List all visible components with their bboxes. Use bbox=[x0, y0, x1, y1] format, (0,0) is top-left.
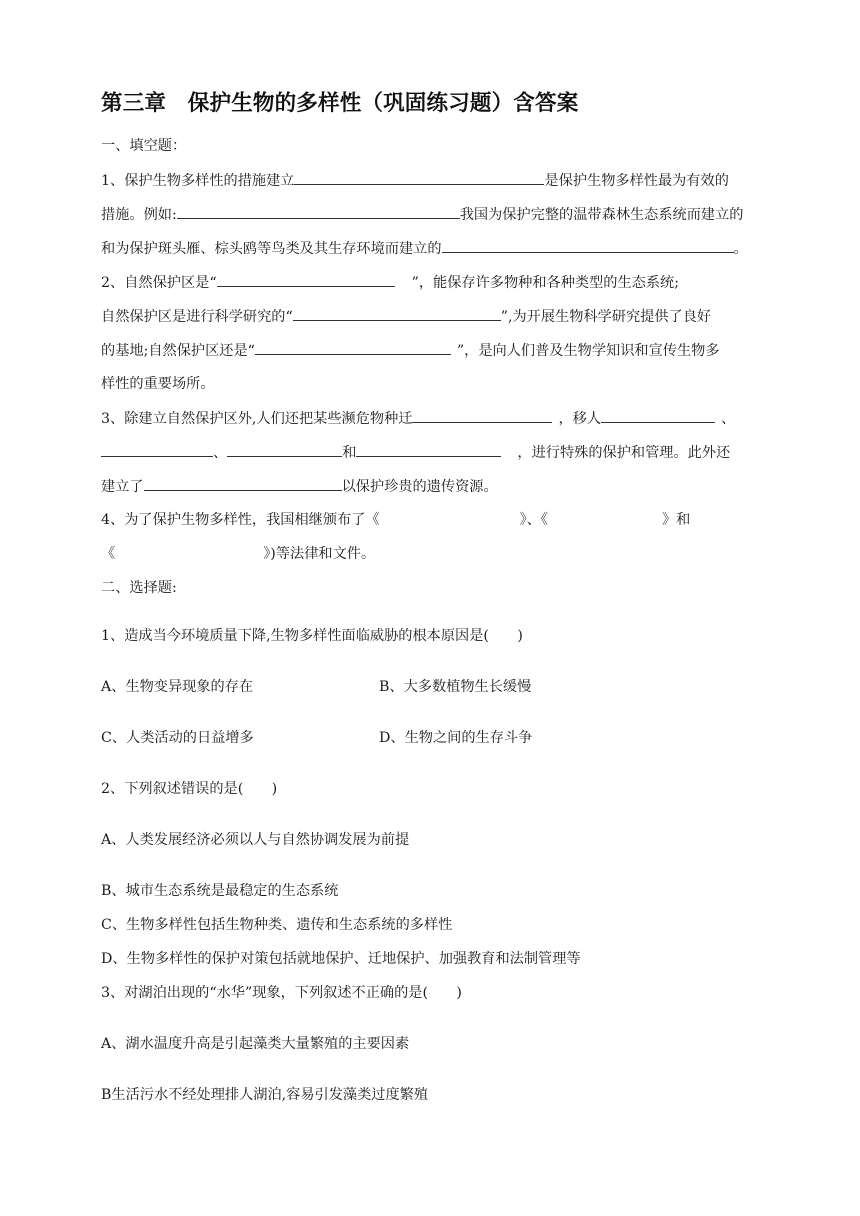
q1-text-a: 1、保护生物多样性的措施建立 bbox=[101, 173, 295, 189]
answer-blank bbox=[294, 170, 544, 185]
q4-text-e: 》)等法律和文件。 bbox=[263, 546, 376, 562]
q3-text-b: ，移人 bbox=[558, 411, 602, 427]
q1-text-e: 和为保护斑头雁、棕头鸥等鸟类及其生存环境而建立的 bbox=[101, 241, 442, 257]
q1-text-d: 我国为保护完整的温带森林生态系统而建立的 bbox=[459, 207, 744, 223]
mc-question-1-option-c: C、人类活动的日益增多 bbox=[101, 730, 254, 746]
question-4-line-2 bbox=[101, 544, 375, 564]
q4-text-a: 4、为了保护生物多样性，我国相继颁布了《 bbox=[101, 512, 380, 528]
q1-text-f: 。 bbox=[733, 241, 748, 257]
mc-question-3-option-b: B生活污水不经处理排人湖泊,容易引发藻类过度繁殖 bbox=[101, 1087, 429, 1103]
answer-blank bbox=[356, 442, 501, 457]
answer-blank bbox=[255, 340, 451, 355]
q4-text-d: 《 bbox=[101, 546, 116, 562]
mc-question-2-stem: 2、下列叙述错误的是( ) bbox=[101, 781, 278, 797]
q1-text-c: 措施。例如: bbox=[101, 207, 177, 223]
answer-blank bbox=[227, 442, 342, 457]
mc-question-2-option-c: C、生物多样性包括生物种类、遗传和生态系统的多样性 bbox=[101, 917, 453, 933]
question-2-line-4: 样性的重要场所。 bbox=[101, 376, 215, 392]
question-3-line-2 bbox=[101, 442, 730, 463]
q3-text-c: 、 bbox=[721, 411, 736, 427]
q3-text-a: 3、除建立自然保护区外,人们还把某些濒危物种迁 bbox=[101, 411, 413, 427]
question-4-line-1 bbox=[101, 510, 690, 530]
q3-text-g: 建立了 bbox=[101, 479, 144, 495]
mc-question-1-option-d: D、生物之间的生存斗争 bbox=[379, 730, 533, 746]
answer-blank bbox=[442, 238, 734, 253]
answer-blank bbox=[601, 408, 715, 423]
q3-text-h: 以保护珍贵的遗传资源。 bbox=[341, 479, 498, 495]
mc-question-3-option-a: A、湖水温度升高是引起藻类大量繁殖的主要因素 bbox=[101, 1036, 410, 1052]
mc-question-2-option-d: D、生物多样性的保护对策包括就地保护、迁地保护、加强教育和法制管理等 bbox=[101, 951, 581, 967]
section-heading-fill-blank: 一、填空题： bbox=[101, 138, 187, 154]
answer-blank bbox=[101, 442, 213, 457]
question-3-line-3 bbox=[101, 476, 498, 497]
q4-text-b: 》、《 bbox=[519, 512, 548, 528]
q3-text-e: 和 bbox=[342, 445, 357, 461]
q3-text-f: ，进行特殊的保护和管理。此外还 bbox=[517, 445, 731, 461]
mc-question-1-option-b: B、大多数植物生长缓慢 bbox=[379, 679, 532, 695]
q2-text-c: 自然保护区是进行科学研究的“ bbox=[101, 309, 293, 325]
question-2-line-2 bbox=[101, 306, 711, 327]
question-3-line-1 bbox=[101, 408, 735, 429]
mc-question-2-option-a: A、人类发展经济必须以人与自然协调发展为前提 bbox=[101, 832, 410, 848]
q4-text-c: 》和 bbox=[661, 512, 691, 528]
q2-text-d: ”,为开展生物科学研究提供了良好 bbox=[500, 309, 712, 325]
mc-question-2-option-b: B、城市生态系统是最稳定的生态系统 bbox=[101, 883, 339, 899]
answer-blank bbox=[217, 272, 395, 287]
mc-question-1-stem: 1、造成当今环境质量下降,生物多样性面临威胁的根本原因是( ) bbox=[101, 628, 523, 644]
mc-question-1-option-a: A、生物变异现象的存在 bbox=[101, 679, 254, 695]
q2-text-e: 的基地;自然保护区还是“ bbox=[101, 343, 255, 359]
answer-blank bbox=[144, 476, 342, 491]
q2-text-b: ”，能保存许多物种和各种类型的生态系统; bbox=[411, 275, 680, 291]
question-2-line-3 bbox=[101, 340, 720, 361]
question-1-line-1 bbox=[101, 170, 729, 191]
mc-question-3-stem: 3、对湖泊出现的“水华”现象，下列叙述不正确的是( ) bbox=[101, 985, 462, 1001]
question-1-line-3 bbox=[101, 238, 748, 259]
q3-text-d: 、 bbox=[213, 445, 228, 461]
answer-blank bbox=[177, 204, 460, 219]
page-title: 第三章 保护生物的多样性（巩固练习题）含答案 bbox=[101, 91, 579, 116]
answer-blank bbox=[293, 306, 501, 321]
q2-text-a: 2、自然保护区是“ bbox=[101, 275, 217, 291]
q2-text-f: ”，是向人们普及生物学知识和宣传生物多 bbox=[456, 343, 720, 359]
q1-text-b: 是保护生物多样性最为有效的 bbox=[544, 173, 729, 189]
question-1-line-2 bbox=[101, 204, 743, 225]
section-heading-multiple-choice: 二、选择题: bbox=[101, 580, 177, 596]
question-2-line-1 bbox=[101, 272, 679, 293]
answer-blank bbox=[412, 408, 552, 423]
